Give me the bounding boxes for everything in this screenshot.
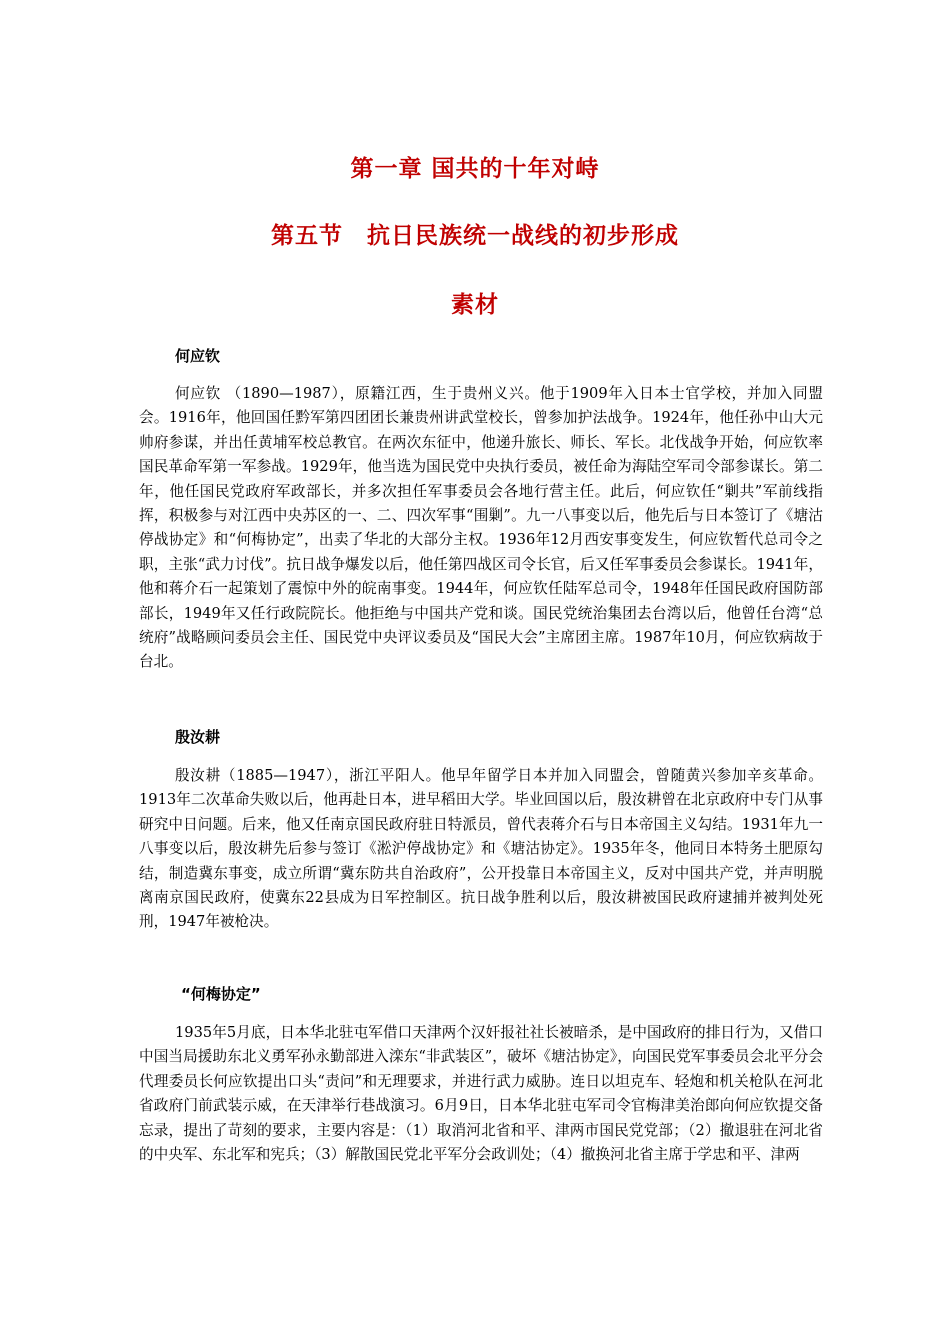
subheading-he-yingqin: 何应钦 <box>175 347 221 365</box>
section-title: 第五节 抗日民族统一战线的初步形成 <box>271 223 679 249</box>
material-title: 素材 <box>451 292 499 318</box>
paragraph-he-yingqin: 何应钦 （1890—1987），原籍江西，生于贵州义兴。他于1909年入日本士官学校，并加入同盟会。1916年，他回国任黔军第四团团长兼贵州讲武堂校长，曾参加护法战争。1924年，他任孙中山大元帅府参谋，并出任黄埔军校总教官。在两次东征中，他递升旅长、师长、军长。北伐战争开始，何应钦率国民革命军第一军参战。1929年，他当选为国民党中央执行委员，被任命为海陆空军司令部参谋长。第二年，他任国民党政府军政部长，并多次担任军事委员会各地行营主任。此后，何应钦任“剿共”军前线指挥，积极参与对江西中央苏区的一、二、四次军事“围剿”。九一八事变以后，他先后与日本签订了《塘沽停战协定》和“何梅协定”，出卖了华北的大部分主权。1936年12月西安事变发生，何应钦暂代总司令之职，主张“武力讨伐”。抗日战争爆发以后，他任第四战区司令长官，后又任军事委员会参谋长。1941年，他和蒋介石一起策划了震惊中外的皖南事变。1944年，何应钦任陆军总司令，1948年任国民政府国防部部长，1949年又任行政院院长。他拒绝与中国共产党和谈。国民党统治集团去台湾以后，他曾任台湾“总统府”战略顾问委员会主任、国民党中央评议委员及“国民大会”主席团主席。1987年10月，何应钦病故于台北。 <box>139 385 823 671</box>
subheading-he-umezu-agreement: “何梅协定” <box>181 985 261 1003</box>
paragraph-yin-rugeng: 殷汝耕（1885—1947），浙江平阳人。他早年留学日本并加入同盟会，曾随黄兴参加辛亥革命。1913年二次革命失败以后，他再赴日本，进早稻田大学。毕业回国以后，殷汝耕曾在北京政府中专门从事研究中日问题。后来，他又任南京国民政府驻日特派员，曾代表蒋介石与日本帝国主义勾结。1931年九一八事变以后，殷汝耕先后参与签订《淞沪停战协定》和《塘沽协定》。1935年冬，他同日本特务土肥原勾结，制造冀东事变，成立所谓“冀东防共自治政府”，公开投靠日本帝国主义，反对中国共产党，并声明脱离南京国民政府，使冀东22县成为日军控制区。抗日战争胜利以后，殷汝耕被国民政府逮捕并被判处死刑，1947年被枪决。 <box>139 767 823 931</box>
subheading-yin-rugeng: 殷汝耕 <box>175 728 221 746</box>
paragraph-he-umezu-agreement: 1935年5月底，日本华北驻屯军借口天津两个汉奸报社社长被暗杀，是中国政府的排日行为，又借口中国当局援助东北义勇军孙永勤部进入滦东“非武装区”，破坏《塘沽协定》，向国民党军事委员会北平分会代理委员长何应钦提出口头“责问”和无理要求，并进行武力威胁。连日以坦克车、轻炮和机关枪队在河北省政府门前武装示威，在天津举行巷战演习。6月9日，日本华北驻屯军司令官梅津美治郎向何应钦提交备忘录，提出了苛刻的要求，主要内容是：（1）取消河北省和平、津两市国民党党部；（2）撤退驻在河北省的中央军、东北军和宪兵；（3）解散国民党北平军分会政训处；（4）撤换河北省主席于学忠和平、津两 <box>139 1024 823 1164</box>
chapter-title: 第一章 国共的十年对峙 <box>350 156 600 182</box>
